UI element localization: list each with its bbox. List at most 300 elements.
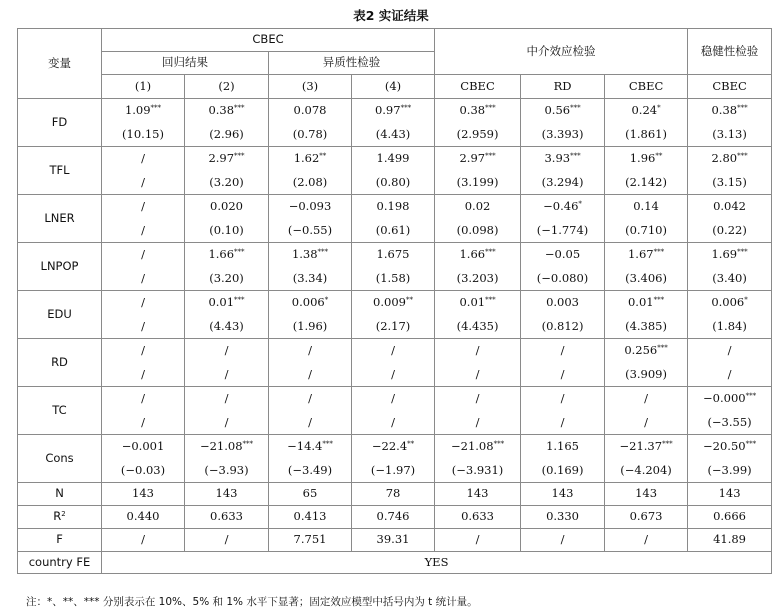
value-text: /: [141, 174, 145, 189]
significance-stars: ***: [150, 104, 162, 112]
value-text: /: [224, 391, 229, 405]
value-cell: [521, 387, 605, 411]
value-text: (0.80): [375, 174, 411, 189]
value-cell: [688, 411, 772, 435]
value-text: /: [391, 414, 395, 429]
value-cell: [102, 506, 185, 529]
value-cell: [185, 315, 269, 339]
value-text: /: [308, 366, 312, 381]
value-cell: [521, 243, 605, 267]
value-cell: [102, 363, 185, 387]
value-cell: [688, 339, 772, 363]
value-text: /: [475, 532, 480, 547]
value-text: /: [644, 391, 648, 405]
value-cell: [435, 243, 521, 267]
value-cell: [521, 99, 605, 123]
value-text: 143: [215, 486, 238, 501]
value-cell: [521, 123, 605, 147]
variable-name: Cons: [18, 435, 102, 483]
value-cell: [688, 171, 772, 195]
variable-header: 变量: [18, 29, 102, 99]
value-cell: [688, 483, 772, 506]
value-text: /: [224, 343, 229, 357]
value-text: /: [727, 366, 732, 381]
table-row: [18, 219, 772, 243]
value-cell: [102, 435, 185, 459]
column-header: (2): [185, 75, 269, 99]
value-cell: [688, 387, 772, 411]
value-text: /: [475, 366, 480, 381]
value-text: 0.746: [376, 509, 410, 524]
value-text: (1.84): [712, 318, 747, 333]
value-cell: [352, 387, 435, 411]
value-text: (1.861): [625, 126, 667, 141]
value-text: 1.69: [711, 247, 738, 261]
value-text: 0.97: [374, 103, 401, 117]
value-cell: [435, 171, 521, 195]
results-table: [17, 28, 772, 574]
value-text: (−0.03): [120, 462, 166, 477]
value-cell: [521, 363, 605, 387]
value-text: /: [224, 532, 229, 547]
value-text: /: [727, 343, 732, 357]
value-text: 143: [635, 486, 658, 501]
significance-stars: ***: [234, 296, 245, 304]
value-cell: [688, 195, 772, 219]
value-cell: [352, 363, 435, 387]
value-cell: [352, 219, 435, 243]
value-text: −20.50: [703, 439, 746, 453]
value-text: (3.20): [209, 174, 244, 189]
value-cell: [435, 315, 521, 339]
value-cell: [185, 219, 269, 243]
value-text: 41.89: [713, 532, 747, 547]
significance-stars: *: [657, 104, 661, 112]
value-text: 2.80: [711, 151, 738, 165]
significance-stars: ***: [737, 152, 748, 160]
value-text: (2.96): [209, 126, 244, 141]
variable-name: TC: [18, 387, 102, 435]
value-cell: [688, 243, 772, 267]
significance-stars: ***: [242, 440, 254, 448]
value-text: 143: [466, 486, 489, 501]
value-cell: [269, 315, 352, 339]
value-text: −0.001: [121, 439, 165, 453]
value-text: /: [308, 343, 312, 357]
value-text: −0.05: [544, 247, 581, 261]
value-cell: [435, 147, 521, 171]
value-cell: [688, 529, 772, 552]
value-cell: [102, 459, 185, 483]
column-header: (4): [352, 75, 435, 99]
significance-stars: *: [578, 200, 582, 208]
value-cell: [269, 219, 352, 243]
value-cell: [605, 219, 688, 243]
value-cell: [605, 483, 688, 506]
value-cell: [185, 339, 269, 363]
value-cell: [269, 483, 352, 506]
table-row: [18, 435, 772, 459]
value-text: 0.413: [293, 509, 327, 524]
value-text: 0.440: [126, 509, 160, 524]
value-cell: [269, 147, 352, 171]
value-text: −22.4: [371, 439, 408, 453]
value-cell: [269, 363, 352, 387]
stat-name-text: F: [56, 532, 63, 547]
value-cell: [435, 219, 521, 243]
value-text: −21.08: [199, 439, 243, 453]
value-text: 0.256: [624, 343, 658, 357]
significance-stars: ***: [485, 104, 496, 112]
value-cell: [605, 315, 688, 339]
value-text: 3.93: [544, 151, 571, 165]
value-text: 0.198: [376, 199, 410, 213]
value-cell: [102, 267, 185, 291]
value-text: (0.22): [712, 222, 747, 237]
value-cell: [352, 195, 435, 219]
significance-stars: ***: [485, 152, 496, 160]
value-cell: [102, 339, 185, 363]
value-cell: [352, 506, 435, 529]
value-cell: [521, 219, 605, 243]
value-text: 0.078: [293, 103, 327, 117]
value-text: (3.15): [712, 174, 747, 189]
significance-stars: ***: [234, 104, 245, 112]
significance-stars: **: [405, 296, 413, 304]
value-text: −0.093: [288, 199, 332, 213]
value-cell: [269, 195, 352, 219]
value-cell: [269, 387, 352, 411]
value-text: (3.20): [209, 270, 244, 285]
significance-stars: *: [744, 296, 748, 304]
value-cell: [352, 171, 435, 195]
value-text: 0.003: [546, 295, 579, 309]
value-text: 143: [718, 486, 741, 501]
value-text: 1.66: [459, 247, 486, 261]
value-text: (−3.931): [451, 462, 504, 477]
column-header: CBEC: [688, 75, 772, 99]
value-text: 0.38: [459, 103, 486, 117]
value-text: 0.38: [208, 103, 235, 117]
variable-name: RD: [18, 339, 102, 387]
value-text: 39.31: [376, 532, 410, 547]
value-text: 65: [302, 486, 318, 501]
value-cell: [269, 411, 352, 435]
value-text: (1.96): [292, 318, 328, 333]
value-text: /: [475, 343, 480, 357]
value-cell: [352, 99, 435, 123]
value-text: −0.46: [543, 199, 579, 213]
value-text: /: [391, 366, 395, 381]
significance-stars: ***: [657, 344, 668, 352]
value-text: (2.959): [456, 126, 499, 141]
significance-stars: ***: [400, 104, 412, 112]
value-cell: [102, 387, 185, 411]
table-row: [18, 552, 772, 574]
significance-stars: ***: [570, 104, 581, 112]
value-text: 0.01: [459, 295, 486, 309]
column-header: (1): [102, 75, 185, 99]
value-cell: [185, 459, 269, 483]
value-text: (0.710): [625, 222, 667, 237]
value-cell: [435, 483, 521, 506]
significance-stars: **: [319, 152, 327, 160]
value-cell: [185, 267, 269, 291]
value-text: (−3.49): [287, 462, 333, 477]
value-text: /: [391, 343, 395, 357]
value-text: −0.000: [703, 391, 746, 405]
variable-name: FD: [18, 99, 102, 147]
mediation-group-header: 中介效应检验: [435, 29, 688, 75]
value-cell: [435, 291, 521, 315]
value-text: /: [141, 199, 145, 213]
value-text: 0.56: [544, 103, 571, 117]
value-cell: [185, 99, 269, 123]
value-cell: [605, 147, 688, 171]
value-cell: [435, 506, 521, 529]
value-text: 143: [551, 486, 574, 501]
value-text: /: [141, 247, 145, 261]
value-cell: [521, 435, 605, 459]
value-cell: [352, 267, 435, 291]
value-cell: [102, 219, 185, 243]
significance-stars: ***: [745, 392, 757, 400]
value-cell: [269, 506, 352, 529]
stat-name-superscript: 2: [61, 510, 66, 519]
value-cell: [269, 291, 352, 315]
significance-stars: ***: [662, 440, 673, 448]
value-text: (3.294): [541, 174, 584, 189]
value-text: /: [224, 414, 229, 429]
value-cell: [185, 291, 269, 315]
variable-name: EDU: [18, 291, 102, 339]
value-cell: [102, 99, 185, 123]
value-text: /: [475, 391, 480, 405]
value-text: (3.393): [541, 126, 584, 141]
value-text: /: [141, 270, 145, 285]
value-cell: [605, 506, 688, 529]
significance-stars: ***: [317, 248, 329, 256]
significance-stars: ***: [745, 440, 757, 448]
table-row: [18, 195, 772, 219]
value-cell: [435, 529, 521, 552]
value-text: 0.006: [291, 295, 325, 309]
value-text: 1.66: [208, 247, 235, 261]
value-text: /: [141, 151, 145, 165]
value-text: 0.666: [713, 509, 747, 524]
stat-name-text: R: [53, 509, 62, 524]
value-cell: [102, 195, 185, 219]
value-cell: [688, 147, 772, 171]
value-cell: [102, 315, 185, 339]
value-cell: [688, 219, 772, 243]
value-text: (4.43): [375, 126, 411, 141]
value-cell: [185, 195, 269, 219]
value-text: /: [560, 343, 565, 357]
value-cell: [521, 339, 605, 363]
value-cell: [352, 315, 435, 339]
value-text: /: [644, 532, 648, 547]
value-cell: [688, 506, 772, 529]
table-title: 表2 实证结果: [353, 8, 429, 23]
value-text: (−3.55): [707, 414, 752, 429]
value-text: 0.02: [464, 199, 491, 213]
value-text: 1.165: [546, 439, 579, 453]
value-cell: [605, 267, 688, 291]
value-cell: [688, 267, 772, 291]
table-row: [18, 315, 772, 339]
value-text: (−3.93): [204, 462, 249, 477]
value-cell: [185, 171, 269, 195]
value-cell: [688, 123, 772, 147]
value-text: /: [141, 295, 145, 309]
value-text: (3.203): [456, 270, 499, 285]
value-cell: [352, 483, 435, 506]
value-cell: [185, 147, 269, 171]
value-text: 1.96: [629, 151, 656, 165]
significance-stars: ***: [653, 248, 665, 256]
value-text: 78: [385, 486, 401, 501]
value-cell: [185, 243, 269, 267]
value-text: /: [141, 391, 145, 405]
value-cell: [605, 529, 688, 552]
table-row: [18, 363, 772, 387]
value-text: 0.633: [461, 509, 494, 524]
value-text: 0.01: [627, 295, 654, 309]
value-text: 1.499: [376, 151, 410, 165]
value-cell: [185, 483, 269, 506]
value-cell: [435, 387, 521, 411]
significance-stars: **: [655, 152, 663, 160]
value-text: /: [560, 414, 565, 429]
value-text: /: [141, 532, 145, 547]
value-text: /: [560, 391, 565, 405]
significance-stars: ***: [570, 152, 581, 160]
value-cell: [185, 387, 269, 411]
value-text: −21.37: [619, 439, 663, 453]
significance-stars: **: [407, 440, 415, 448]
table-note: 注：*、**、*** 分别表示在 10%、5% 和 1% 水平下显著；固定效应模型中括号内为 t 统计量。: [26, 596, 478, 608]
value-text: (3.40): [712, 270, 747, 285]
value-cell: [435, 459, 521, 483]
value-text: (0.61): [375, 222, 411, 237]
table-row: [18, 99, 772, 123]
value-text: 0.38: [711, 103, 738, 117]
value-cell: [688, 459, 772, 483]
value-text: (4.385): [625, 318, 667, 333]
value-cell: [521, 529, 605, 552]
value-cell: [605, 363, 688, 387]
value-text: /: [475, 414, 480, 429]
value-cell: [605, 171, 688, 195]
table-row: [18, 123, 772, 147]
value-text: (−1.774): [536, 222, 589, 237]
value-cell: [521, 171, 605, 195]
significance-stars: ***: [737, 248, 748, 256]
value-text: (3.406): [625, 270, 667, 285]
value-text: 0.330: [546, 509, 579, 524]
value-cell: [185, 123, 269, 147]
table-row: [18, 291, 772, 315]
value-text: /: [141, 366, 145, 381]
value-text: /: [391, 391, 395, 405]
value-text: /: [308, 391, 312, 405]
value-text: /: [224, 366, 229, 381]
value-cell: [688, 99, 772, 123]
value-cell: [352, 435, 435, 459]
value-text: (0.098): [456, 222, 499, 237]
value-text: (−1.97): [370, 462, 416, 477]
table-row: [18, 411, 772, 435]
value-text: (−4.204): [620, 462, 672, 477]
value-cell: [521, 506, 605, 529]
value-cell: [269, 267, 352, 291]
value-text: 0.24: [631, 103, 658, 117]
value-cell: [688, 363, 772, 387]
value-text: 1.675: [376, 247, 410, 261]
value-text: (0.10): [209, 222, 244, 237]
value-text: 1.62: [293, 151, 320, 165]
value-cell: [605, 435, 688, 459]
value-text: (2.142): [625, 174, 667, 189]
value-text: 0.14: [633, 199, 659, 213]
value-cell: [269, 435, 352, 459]
value-text: 1.09: [124, 103, 151, 117]
value-text: (0.169): [541, 462, 584, 477]
value-cell: [688, 315, 772, 339]
value-text: /: [141, 222, 145, 237]
value-text: /: [560, 366, 565, 381]
value-cell: [605, 291, 688, 315]
value-cell: [269, 459, 352, 483]
table-row: [18, 387, 772, 411]
table-row: [18, 506, 772, 529]
value-cell: [102, 291, 185, 315]
value-cell: [605, 123, 688, 147]
value-text: 0.009: [373, 295, 406, 309]
robustness-group-header: 稳健性检验: [688, 29, 772, 75]
value-cell: [521, 291, 605, 315]
value-cell: [352, 529, 435, 552]
significance-stars: ***: [234, 248, 245, 256]
value-text: (4.435): [456, 318, 499, 333]
column-header: (3): [269, 75, 352, 99]
value-cell: [521, 459, 605, 483]
variable-name: LNPOP: [18, 243, 102, 291]
value-text: 143: [132, 486, 154, 501]
value-text: 0.633: [210, 509, 243, 524]
value-text: (−0.55): [287, 222, 333, 237]
regression-subheader: 回归结果: [102, 52, 269, 75]
value-cell: [185, 363, 269, 387]
value-cell: [605, 387, 688, 411]
table-row: [18, 529, 772, 552]
significance-stars: ***: [485, 248, 496, 256]
value-cell: [435, 267, 521, 291]
value-text: (3.199): [456, 174, 499, 189]
significance-stars: *: [324, 296, 329, 304]
value-cell: [102, 483, 185, 506]
value-cell: [521, 147, 605, 171]
value-cell: [352, 243, 435, 267]
value-text: 2.97: [459, 151, 486, 165]
value-text: (3.34): [292, 270, 328, 285]
value-cell: [102, 411, 185, 435]
value-cell: [352, 123, 435, 147]
value-cell: [521, 267, 605, 291]
value-cell: [269, 171, 352, 195]
heterogeneity-subheader: 异质性检验: [269, 52, 435, 75]
